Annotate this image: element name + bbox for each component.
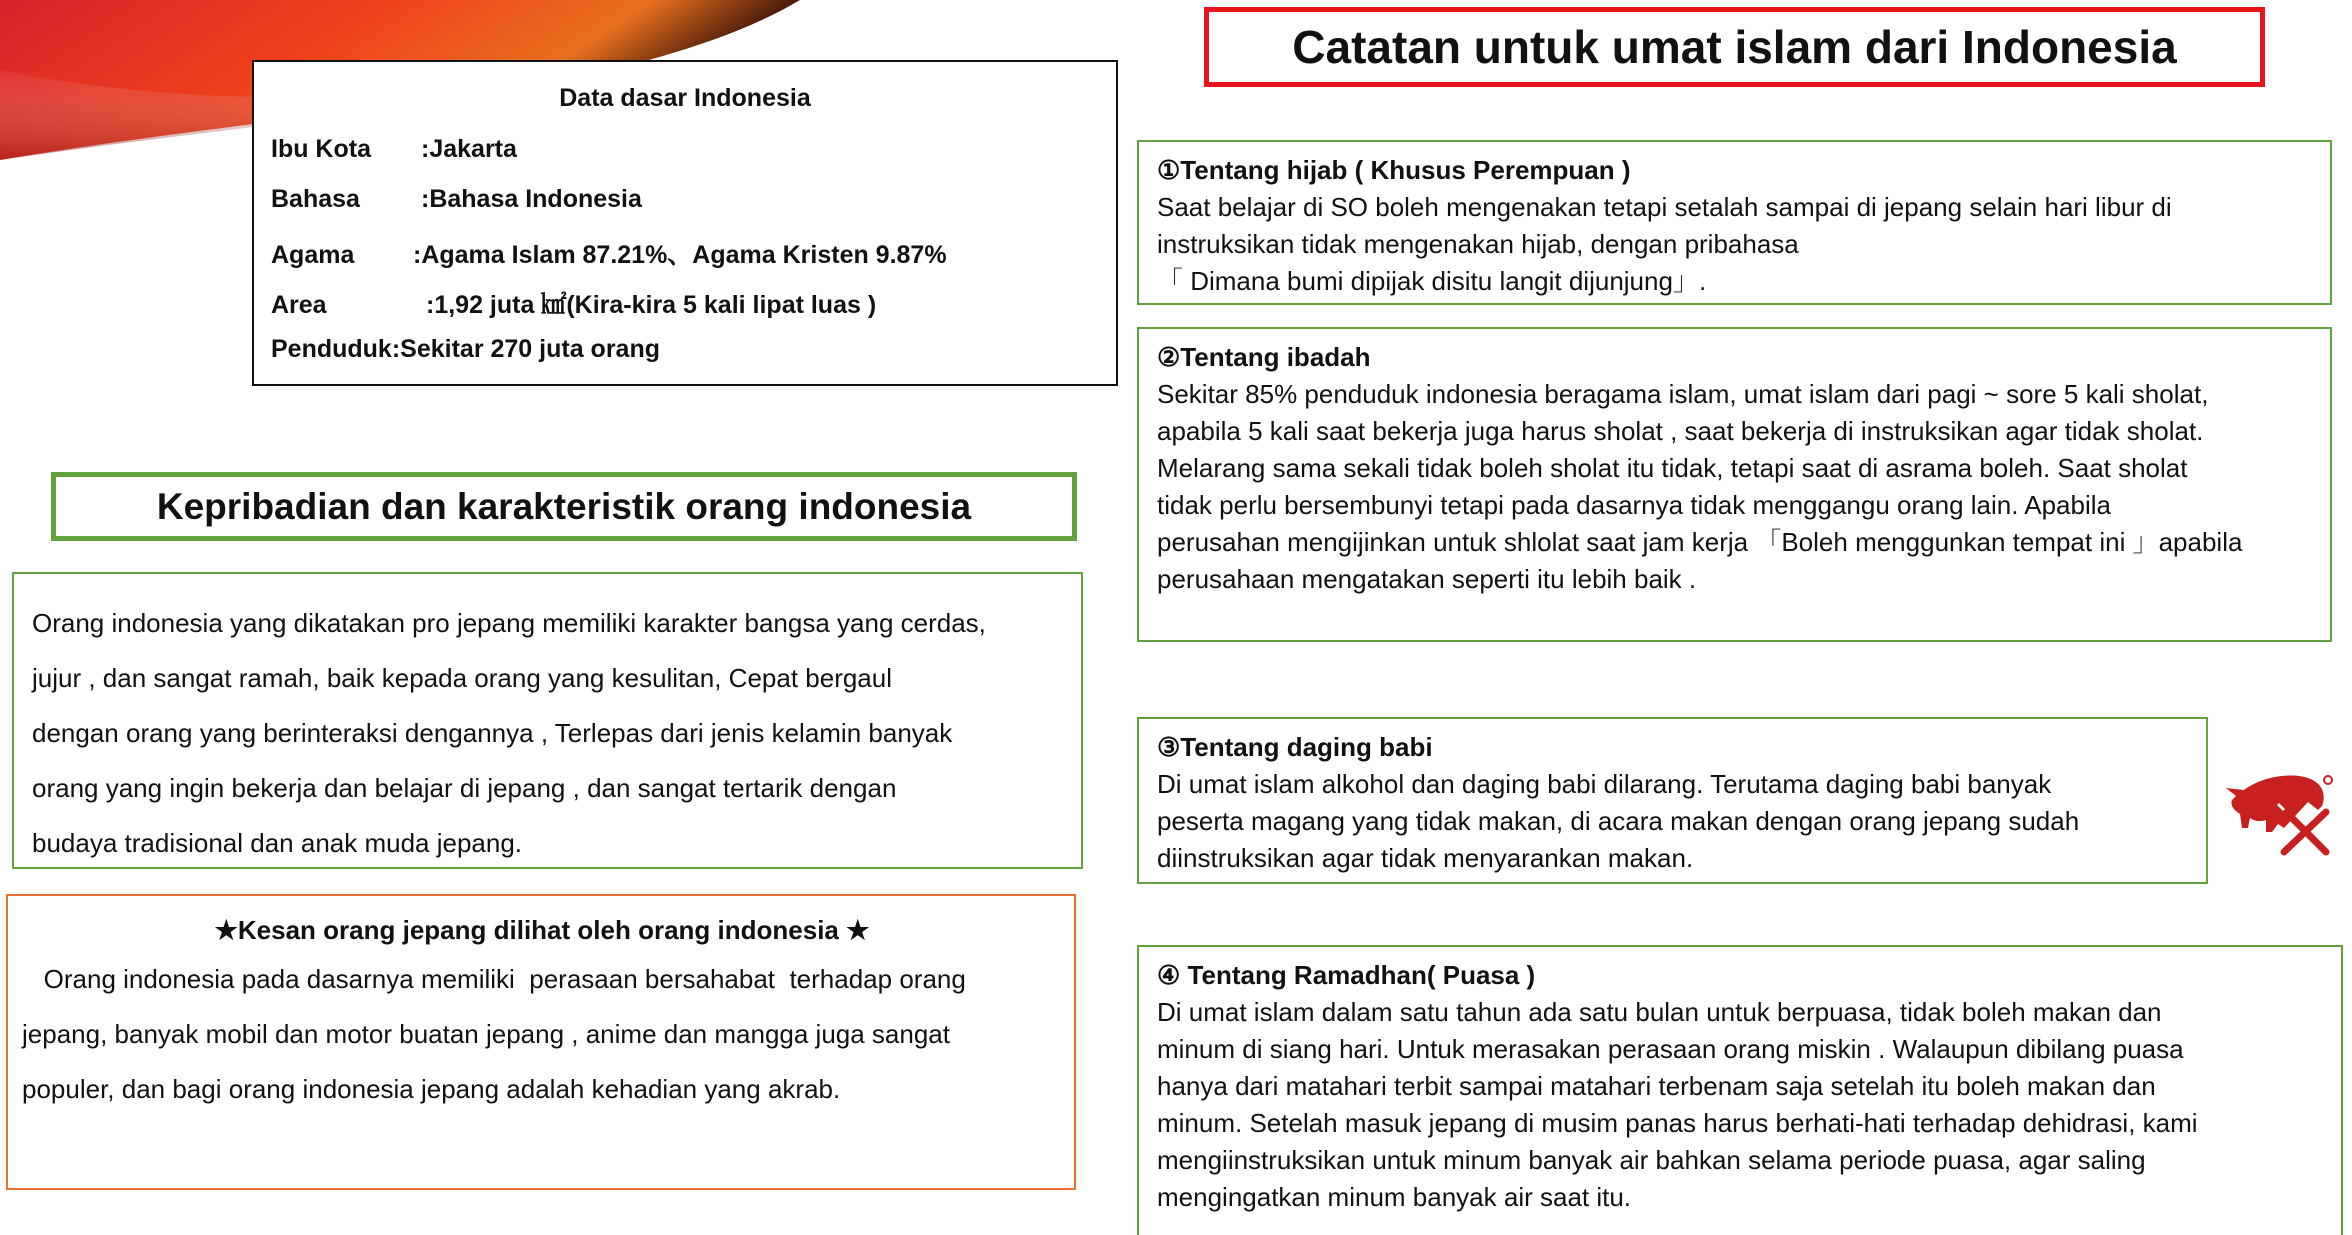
note-line: Di umat islam alkohol dan daging babi dilarang. Terutama daging babi banyak — [1157, 769, 2052, 799]
note-line: instruksikan tidak mengenakan hijab, dengan pribahasa — [1157, 229, 1799, 259]
row-label: Agama — [271, 241, 355, 269]
note-heading: ③Tentang daging babi — [1157, 732, 1433, 762]
note-line: mengingatkan minum banyak air saat itu. — [1157, 1182, 1632, 1212]
note-line: tidak perlu bersembunyi tetapi pada dasarnya tidak menggangu orang lain. Apabila — [1157, 490, 2111, 520]
note-line: hanya dari matahari terbit sampai matahari terbenam saja setelah itu boleh makan dan — [1157, 1071, 2156, 1101]
note-line: perusahan mengijinkan untuk shlolat saat jam kerja 「Boleh menggunkan tempat ini 」apabila — [1157, 527, 2243, 557]
note-heading: ④ Tentang Ramadhan( Puasa ) — [1157, 960, 1536, 990]
note-line: Sekitar 85% penduduk indonesia beragama islam, umat islam dari pagi ~ sore 5 kali sholat, — [1157, 379, 2209, 409]
basic-data-title: Data dasar Indonesia — [559, 84, 811, 112]
note-heading: ②Tentang ibadah — [1157, 342, 1371, 372]
impression-box — [6, 894, 1076, 1190]
impression-line: populer, dan bagi orang indonesia jepang adalah kehadian yang akrab. — [22, 1074, 841, 1104]
no-pork-icon — [2222, 766, 2340, 856]
note-daging-babi — [1137, 717, 2208, 884]
row-value: :Bahasa Indonesia — [421, 185, 642, 213]
note-line: apabila 5 kali saat bekerja juga harus sholat , saat bekerja di instruksikan agar tidak sholat. — [1157, 416, 2204, 446]
row-value: :1,92 juta ㎢(Kira-kira 5 kali lipat luas ) — [426, 291, 877, 319]
note-line: peserta magang yang tidak makan, di acara makan dengan orang jepang sudah — [1157, 806, 2080, 836]
personality-line: dengan orang yang berinteraksi dengannya , Terlepas dari jenis kelamin banyak — [32, 718, 953, 748]
basic-data-row — [271, 335, 660, 364]
row-value: :Jakarta — [421, 135, 517, 163]
row-label: Area — [271, 291, 327, 319]
basic-data-row — [271, 285, 876, 321]
note-ibadah — [1137, 327, 2332, 642]
basic-data-row — [271, 135, 517, 164]
note-line: mengiinstruksikan untuk minum banyak air bahkan selama periode puasa, agar saling — [1157, 1145, 2146, 1175]
note-hijab — [1137, 140, 2332, 305]
note-line: diinstruksikan agar tidak menyarankan makan. — [1157, 843, 1694, 873]
personality-box — [12, 572, 1083, 869]
basic-data-box — [252, 60, 1118, 386]
note-line: Saat belajar di SO boleh mengenakan tetapi setalah sampai di jepang selain hari libur di — [1157, 192, 2172, 222]
row-label: Bahasa — [271, 185, 360, 213]
basic-data-row — [271, 185, 642, 214]
row-label: Ibu Kota — [271, 135, 371, 163]
personality-line: budaya tradisional dan anak muda jepang. — [32, 828, 523, 858]
note-line: minum. Setelah masuk jepang di musim panas harus berhati-hati terhadap dehidrasi, kami — [1157, 1108, 2198, 1138]
note-ramadhan — [1137, 945, 2343, 1235]
note-heading: ①Tentang hijab ( Khusus Perempuan ) — [1157, 155, 1631, 185]
row-value: :Agama Islam 87.21%、Agama Kristen 9.87% — [413, 241, 947, 269]
impression-title: ★Kesan orang jepang dilihat oleh orang indonesia ★ — [214, 915, 870, 945]
notes-title: Catatan untuk umat islam dari Indonesia — [1204, 7, 2265, 87]
basic-data-row — [271, 235, 947, 271]
note-line: 「 Dimana bumi dipijak disitu langit dijunjung」. — [1157, 266, 1707, 296]
impression-line: jepang, banyak mobil dan motor buatan jepang , anime dan mangga juga sangat — [22, 1019, 950, 1049]
note-line: perusahaan mengatakan seperti itu lebih baik . — [1157, 564, 1697, 594]
personality-line: jujur , dan sangat ramah, baik kepada orang yang kesulitan, Cepat bergaul — [32, 663, 893, 693]
note-line: minum di siang hari. Untuk merasakan perasaan orang miskin . Walaupun dibilang puasa — [1157, 1034, 2184, 1064]
row-value: :Sekitar 270 juta orang — [391, 335, 660, 363]
note-line: Di umat islam dalam satu tahun ada satu bulan untuk berpuasa, tidak boleh makan dan — [1157, 997, 2162, 1027]
note-line: Melarang sama sekali tidak boleh sholat itu tidak, tetapi saat di asrama boleh. Saat sholat — [1157, 453, 2188, 483]
personality-title: Kepribadian dan karakteristik orang indonesia — [51, 472, 1077, 541]
personality-line: Orang indonesia yang dikatakan pro jepang memiliki karakter bangsa yang cerdas, — [32, 608, 986, 638]
personality-line: orang yang ingin bekerja dan belajar di jepang , dan sangat tertarik dengan — [32, 773, 897, 803]
impression-line: Orang indonesia pada dasarnya memiliki perasaan bersahabat terhadap orang — [22, 964, 966, 994]
row-label: Penduduk — [271, 335, 392, 363]
